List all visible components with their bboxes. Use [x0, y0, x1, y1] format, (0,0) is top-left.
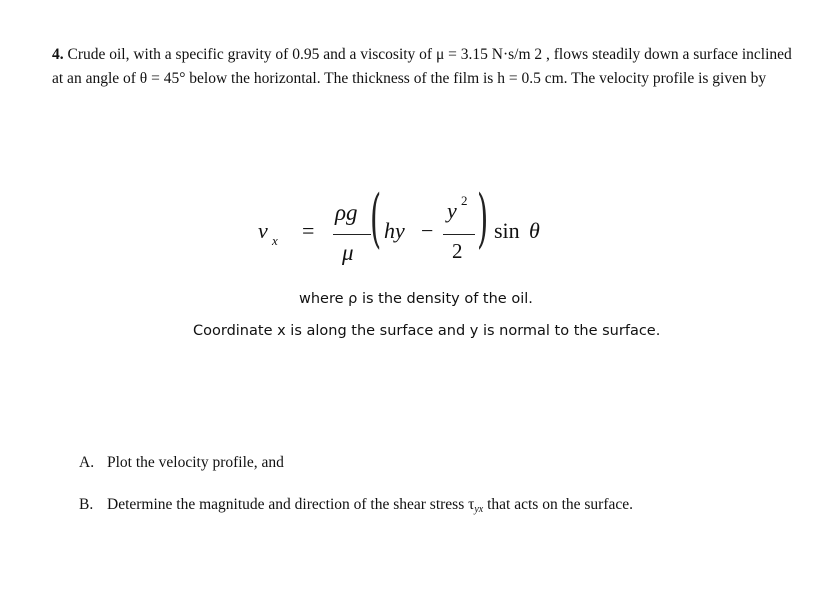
part-a-text: Plot the velocity profile, and: [107, 454, 284, 471]
part-a-label: A.: [79, 454, 95, 471]
part-b: [79, 496, 633, 515]
eq-denominator: μ: [342, 240, 354, 265]
eq-numerator: ρg: [335, 200, 358, 225]
tau-symbol: τ: [468, 496, 475, 513]
eq-minus: −: [421, 218, 434, 243]
eq-sin: sin: [494, 218, 520, 243]
eq-equals: =: [302, 218, 315, 243]
problem-text: Crude oil, with a specific gravity of 0.95 and a viscosity of μ = 3.15 N·s/m 2 , flows steadily down a surface inclined at an angle of θ = 45° below the horizontal. The thickness of the film is h = 0.5 cm. The velocity profile is given by: [52, 46, 792, 87]
eq-inner-numerator: y: [447, 198, 457, 223]
density-note: where ρ is the density of the oil.: [299, 291, 533, 307]
eq-theta: θ: [529, 218, 540, 243]
eq-lhs-sub: x: [272, 233, 278, 248]
part-b-text-before: Determine the magnitude and direction of the shear stress: [107, 496, 465, 513]
eq-inner-exponent: 2: [461, 193, 468, 208]
eq-inner-term: hy: [384, 218, 405, 243]
eq-right-paren: ): [477, 182, 489, 256]
part-b-text-after: that acts on the surface.: [487, 496, 634, 513]
eq-main-fraction-bar: [333, 234, 371, 235]
eq-lhs-var: v: [258, 218, 268, 243]
part-a: [79, 454, 284, 472]
part-b-label: B.: [79, 496, 94, 513]
velocity-equation: [0, 0, 834, 290]
tau-subscript: yx: [474, 504, 484, 515]
shear-stress-symbol: [468, 496, 483, 513]
problem-number: 4.: [52, 46, 64, 63]
eq-left-paren: (: [370, 182, 382, 256]
eq-inner-fraction-bar: [443, 234, 475, 235]
coordinate-note: Coordinate x is along the surface and y is normal to the surface.: [193, 323, 661, 339]
eq-inner-denominator: 2: [452, 239, 463, 263]
